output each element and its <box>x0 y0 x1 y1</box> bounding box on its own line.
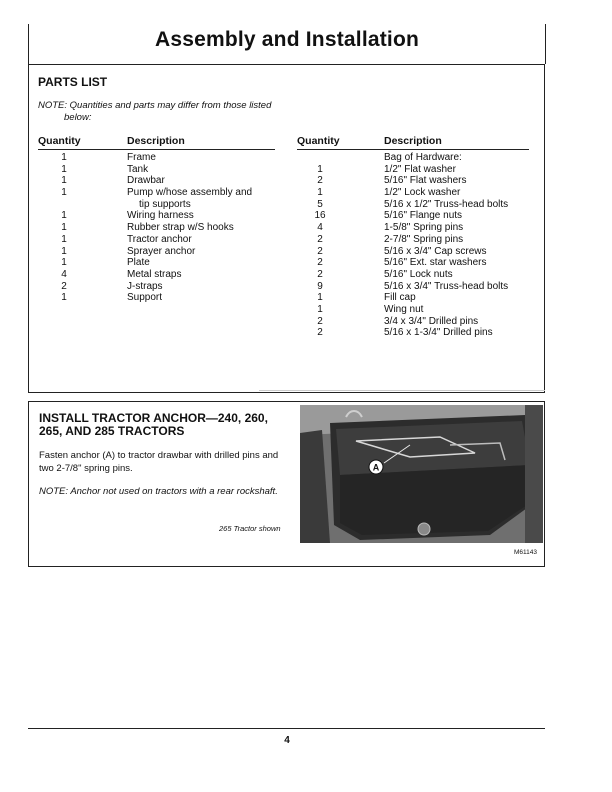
callout-label-a: A <box>372 462 380 473</box>
quantity-cell: 1 <box>317 163 323 175</box>
quantity-cell <box>305 152 335 164</box>
description-cell: 5/16" Lock nuts <box>384 268 453 280</box>
parts-list-section <box>28 64 545 393</box>
quantity-cell: 1 <box>61 257 67 269</box>
quantity-cell: 2 <box>61 280 67 292</box>
description-cell: Plate <box>127 257 150 269</box>
description-cell: 5/16" Flange nuts <box>384 210 463 222</box>
tractor-anchor-photo <box>300 405 543 543</box>
section-title-line: 265, AND 285 TRACTORS <box>39 424 185 438</box>
description-cell: Fill cap <box>384 292 416 304</box>
anchor-note: NOTE: Anchor not used on tractors with a rear rockshaft. <box>39 486 278 497</box>
quantity-cell: 1 <box>317 187 323 199</box>
quantity-cell: 2 <box>317 315 323 327</box>
parts-list-note <box>38 100 298 124</box>
left-description-header: Description <box>127 135 185 147</box>
description-cell: 5/16 x 3/4" Cap screws <box>384 245 487 257</box>
description-cell: 5/16 x 1-3/4" Drilled pins <box>384 327 493 339</box>
description-cell: 3/4 x 3/4" Drilled pins <box>384 315 479 327</box>
description-cell: tip supports <box>139 198 191 210</box>
right-quantity-column <box>305 152 335 339</box>
left-description-column <box>127 152 252 304</box>
instruction-line: two 2-7/8" spring pins. <box>39 462 133 474</box>
description-cell: Wing nut <box>384 303 424 315</box>
description-cell: 5/16" Flat washers <box>384 175 467 187</box>
quantity-cell: 16 <box>314 210 326 222</box>
description-cell: 1/2" Lock washer <box>384 187 461 199</box>
description-cell: 2-7/8" Spring pins <box>384 233 464 245</box>
quantity-cell: 1 <box>61 245 67 257</box>
description-cell: Tractor anchor <box>127 233 192 245</box>
description-cell: 5/16" Ext. star washers <box>384 257 487 269</box>
right-description-column <box>384 152 508 339</box>
quantity-cell: 4 <box>61 268 67 280</box>
description-cell: Support <box>127 292 163 304</box>
parts-bottom-rule <box>259 390 545 391</box>
quantity-cell: 1 <box>61 175 67 187</box>
section-title <box>39 412 294 438</box>
quantity-cell: 1 <box>317 292 323 304</box>
quantity-cell: 1 <box>61 163 67 175</box>
description-cell: Sprayer anchor <box>127 245 196 257</box>
description-cell: 5/16 x 1/2" Truss-head bolts <box>384 198 509 210</box>
quantity-cell: 1 <box>61 292 67 304</box>
description-cell: Wiring harness <box>127 210 194 222</box>
parts-note-line: below: <box>64 112 92 123</box>
quantity-cell: 1 <box>317 303 323 315</box>
section-title-line: INSTALL TRACTOR ANCHOR—240, 260, <box>39 411 268 425</box>
footer-rule <box>28 728 545 729</box>
description-cell: Frame <box>127 152 156 163</box>
quantity-cell: 1 <box>61 187 67 199</box>
quantity-cell: 1 <box>61 222 67 234</box>
description-cell: Pump w/hose assembly and <box>127 187 253 199</box>
description-cell: 1/2" Flat washer <box>384 163 456 175</box>
quantity-cell: 2 <box>317 268 323 280</box>
description-cell: Metal straps <box>127 268 182 280</box>
install-tractor-anchor-section <box>28 401 545 567</box>
instruction-text <box>39 450 291 475</box>
instruction-line: Fasten anchor (A) to tractor drawbar with drilled pins and <box>39 450 279 461</box>
photo-id: M61143 <box>514 549 538 556</box>
description-cell: 1-5/8" Spring pins <box>384 222 464 234</box>
quantity-cell: 2 <box>317 245 323 257</box>
quantity-cell <box>49 199 79 211</box>
right-description-header: Description <box>384 135 442 147</box>
left-quantity-header: Quantity <box>38 135 81 147</box>
quantity-cell: 2 <box>317 327 323 339</box>
left-quantity-column <box>49 152 79 304</box>
description-cell: Bag of Hardware: <box>384 152 462 163</box>
quantity-cell: 5 <box>317 198 323 210</box>
quantity-cell: 2 <box>317 233 323 245</box>
quantity-cell: 9 <box>317 280 323 292</box>
quantity-cell: 1 <box>61 152 67 163</box>
quantity-cell: 1 <box>61 210 67 222</box>
parts-list-heading: PARTS LIST <box>38 75 108 89</box>
right-quantity-header: Quantity <box>297 135 340 147</box>
description-cell: J-straps <box>127 280 163 292</box>
right-header-rule <box>297 149 529 150</box>
quantity-cell: 4 <box>317 222 323 234</box>
description-cell: Drawbar <box>127 175 165 187</box>
photo-caption: 265 Tractor shown <box>219 524 281 533</box>
header-rule-right <box>545 24 546 64</box>
page-number: 4 <box>284 735 290 746</box>
page-title: Assembly and Installation <box>154 28 420 51</box>
quantity-cell: 2 <box>317 257 323 269</box>
description-cell: Tank <box>127 163 149 175</box>
description-cell: 5/16 x 3/4" Truss-head bolts <box>384 280 509 292</box>
quantity-cell: 1 <box>61 233 67 245</box>
parts-note-line: NOTE: Quantities and parts may differ from those listed <box>38 100 272 111</box>
quantity-cell: 2 <box>317 175 323 187</box>
left-header-rule <box>38 149 275 150</box>
description-cell: Rubber strap w/S hooks <box>127 222 234 234</box>
